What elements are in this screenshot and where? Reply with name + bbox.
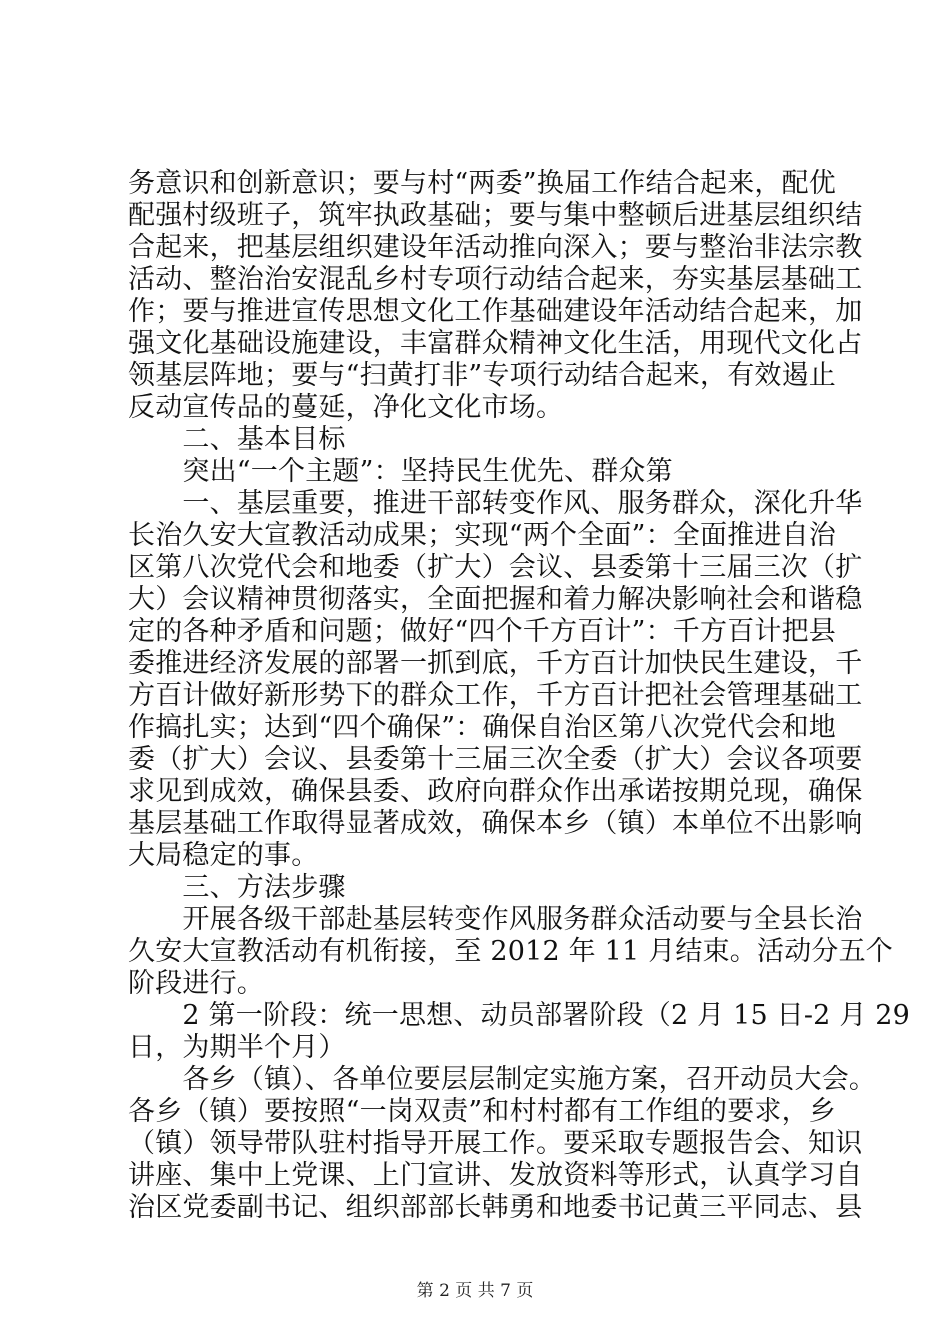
section-heading: 二、基本目标 [128,424,346,455]
text-line: 2 第一阶段：统一思想、动员部署阶段（2 月 15 日-2 月 29 [128,1000,911,1031]
text-line: 日，为期半个月） [128,1032,346,1063]
text-line: 基层基础工作取得显著成效，确保本乡（镇）本单位不出影响 [128,808,863,839]
text-line: 作搞扎实；达到“四个确保”：确保自治区第八次党代会和地 [128,712,837,743]
text-line: 领基层阵地；要与“扫黄打非”专项行动结合起来，有效遏止 [128,360,837,391]
text-line: 合起来，把基层组织建设年活动推向深入；要与整治非法宗教 [128,232,863,263]
text-line: 务意识和创新意识；要与村“两委”换届工作结合起来，配优 [128,168,837,199]
text-line: 求见到成效，确保县委、政府向群众作出承诺按期兑现，确保 [128,776,863,807]
section-heading: 三、方法步骤 [128,872,346,903]
text-line: 各乡（镇）要按照“一岗双责”和村村都有工作组的要求，乡 [128,1096,837,1127]
text-line: 长治久安大宣教活动成果；实现“两个全面”：全面推进自治 [128,520,837,551]
text-line: 配强村级班子，筑牢执政基础；要与集中整顿后进基层组织结 [128,200,863,231]
text-line: 讲座、集中上党课、上门宣讲、发放资料等形式，认真学习自 [128,1160,863,1191]
text-line: 一、基层重要，推进干部转变作风、服务群众，深化升华 [128,488,863,519]
text-line: 阶段进行。 [128,968,264,999]
text-line: 委推进经济发展的部署一抓到底，千方百计加快民生建设，千 [128,648,863,679]
text-line: 方百计做好新形势下的群众工作，千方百计把社会管理基础工 [128,680,863,711]
page-number-footer: 第 2 页 共 7 页 [416,1281,534,1301]
text-line: 大局稳定的事。 [128,840,319,871]
text-line: 作；要与推进宣传思想文化工作基础建设年活动结合起来，加 [128,296,863,327]
text-line: 各乡（镇）、各单位要层层制定实施方案，召开动员大会。 [128,1064,877,1095]
body-text [128,168,911,1224]
text-line: 开展各级干部赴基层转变作风服务群众活动要与全县长治 [128,904,863,935]
text-line: 活动、整治治安混乱乡村专项行动结合起来，夯实基层基础工 [128,264,863,295]
text-line: 强文化基础设施建设，丰富群众精神文化生活，用现代文化占 [128,328,863,359]
text-line: 委（扩大）会议、县委第十三届三次全委（扩大）会议各项要 [128,744,863,775]
text-line: 治区党委副书记、组织部部长韩勇和地委书记黄三平同志、县 [128,1192,863,1223]
text-line: 区第八次党代会和地委（扩大）会议、县委第十三届三次（扩 [128,552,863,583]
text-line: 大）会议精神贯彻落实，全面把握和着力解决影响社会和谐稳 [128,584,863,615]
text-line: （镇）领导带队驻村指导开展工作。要采取专题报告会、知识 [128,1128,863,1159]
text-line: 反动宣传品的蔓延，净化文化市场。 [128,392,564,423]
text-line: 突出“一个主题”：坚持民生优先、群众第 [128,456,673,487]
text-line: 久安大宣教活动有机衔接，至 2012 年 11 月结束。活动分五个 [128,936,893,967]
text-line: 定的各种矛盾和问题；做好“四个千方百计”：千方百计把县 [128,616,837,647]
